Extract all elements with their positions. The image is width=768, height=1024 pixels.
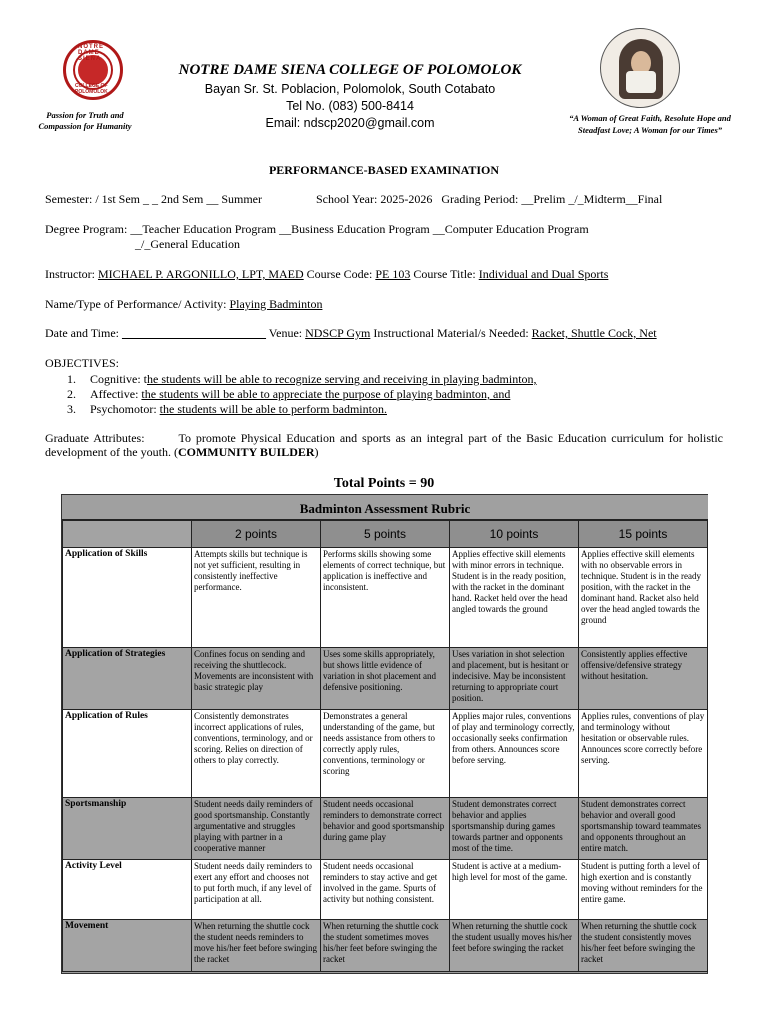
- activity-line: [45, 297, 322, 312]
- instructor-line: [45, 267, 608, 282]
- activity-name: Playing Badminton: [229, 297, 323, 311]
- rubric-cell: Student demonstrates correct behavior and applies sportsmanship during games towards partner and opponents most of the time.: [450, 798, 579, 860]
- date-label: Date and Time:: [45, 326, 119, 340]
- college-address: Bayan Sr. St. Poblacion, Polomolok, South Cotabato: [204, 82, 496, 96]
- exam-title: PERFORMANCE-BASED EXAMINATION: [268, 163, 500, 177]
- objective-number: 2.: [67, 387, 76, 401]
- rubric-cell: Student is putting forth a level of high exertion and is constantly moving without reminders for the entire game.: [579, 860, 708, 920]
- semester-text: Semester: / 1st Sem _ _ 2nd Sem __ Summer: [45, 192, 262, 206]
- course-title-label: Course Title:: [413, 267, 476, 281]
- material-list: Racket, Shuttle Cock, Net: [531, 326, 657, 340]
- rubric-header-row: [63, 521, 708, 548]
- objective-label: Psychomotor:: [90, 402, 160, 416]
- rubric-cell: When returning the shuttle cock the student consistently moves his/her feet before swinging the racket: [579, 920, 708, 972]
- rubric-cell: When returning the shuttle cock the student needs reminders to move his/her feet before swinging the racket: [192, 920, 321, 972]
- rubric-criterion: Movement: [63, 920, 192, 972]
- rubric-cell: Applies effective skill elements with minor errors in technique. Student is in the ready position, with the racket in the dominant hand. Racket held over the head angled towards the ground: [450, 548, 579, 648]
- course-code: PE 103: [375, 267, 411, 281]
- school-year-text: School Year: 2025-2026: [316, 192, 433, 206]
- table-row: [63, 548, 708, 648]
- rubric-header-blank: [63, 521, 192, 548]
- rubric-column-header: 10 points: [450, 521, 579, 548]
- rubric-table: [61, 494, 708, 974]
- rubric-cell: Uses variation in shot selection and placement, but is hesitant or indecisive. May be inconsistent returning to appropriate court position.: [450, 648, 579, 710]
- objectives-heading: OBJECTIVES:: [45, 356, 120, 370]
- left-motto: Passion for Truth and Compassion for Humanity: [38, 110, 132, 131]
- objective-item: [67, 372, 537, 387]
- rubric-cell: Consistently applies effective offensive/defensive strategy without hesitation.: [579, 648, 708, 710]
- degree-program-line: [45, 222, 589, 237]
- rubric-cell: Student needs daily reminders of good sportsmanship. Constantly argumentative and struggles playing with partner in a cooperative manner: [192, 798, 321, 860]
- rubric-criterion: Application of Strategies: [63, 648, 192, 710]
- degree-options: __Teacher Education Program __Business Education Program __Computer Education Program: [130, 222, 589, 236]
- table-row: [63, 798, 708, 860]
- rubric-column-header: 15 points: [579, 521, 708, 548]
- rubric-cell: Student needs occasional reminders to demonstrate correct behavior and good sportsmanship during game play: [321, 798, 450, 860]
- rubric-cell: Student is active at a medium-high level for most of the game.: [450, 860, 579, 920]
- semester-line: [45, 192, 262, 207]
- graduate-attribute-name: COMMUNITY BUILDER: [177, 445, 315, 459]
- college-logo: [63, 40, 123, 100]
- rubric-cell: Applies major rules, conventions of play and terminology correctly, occasionally seeks confirmation from others. Announces score before serving.: [450, 710, 579, 798]
- venue-name: NDSCP Gym: [305, 326, 371, 340]
- graduate-label: Graduate Attributes:: [45, 431, 145, 445]
- rubric-cell: Applies rules, conventions of play and terminology without hesitation or observable rules. Announces score correctly before serving.: [579, 710, 708, 798]
- rubric-title: Badminton Assessment Rubric: [62, 495, 708, 520]
- rubric-cell: Applies effective skill elements with no observable errors in technique. Student is in the ready position, with the racket in the dominant hand. Racket also held over the head angled towards the ground: [579, 548, 708, 648]
- rubric-cell: Attempts skills but technique is not yet sufficient, resulting in consistently ineffective performance.: [192, 548, 321, 648]
- instructor-name: MICHAEL P. ARGONILLO, LPT, MAED: [98, 267, 304, 281]
- rubric-cell: Demonstrates a general understanding of the game, but needs assistance from others to correctly apply rules, conventions, terminology or scoring: [321, 710, 450, 798]
- venue-label: Venue:: [268, 326, 303, 340]
- total-points: Total Points = 90: [333, 476, 435, 491]
- rubric-cell: When returning the shuttle cock the student sometimes moves his/her feet before swinging the racket: [321, 920, 450, 972]
- date-venue-line: [45, 326, 657, 341]
- rubric-criterion: Application of Skills: [63, 548, 192, 648]
- objective-text: he students will be able to recognize serving and receiving in playing badminton,: [147, 372, 537, 386]
- course-title: Individual and Dual Sports: [478, 267, 609, 281]
- rubric-cell: Student demonstrates correct behavior and overall good sportsmanship toward teammates and opponents throughout an entire match.: [579, 798, 708, 860]
- rubric-cell: Student needs occasional reminders to stay active and get involved in the game. Spurts of activity but nothing consistent.: [321, 860, 450, 920]
- activity-label: Name/Type of Performance/ Activity:: [45, 297, 227, 311]
- right-motto: “A Woman of Great Faith, Resolute Hope and Steadfast Love; A Woman for our Times”: [569, 113, 731, 135]
- objective-text: the students will be able to appreciate the purpose of playing badminton, and: [141, 387, 511, 401]
- college-tel: Tel No. (083) 500-8414: [286, 99, 414, 113]
- rubric-cell: Confines focus on sending and receiving the shuttlecock. Movements are inconsistent with basic strategic play: [192, 648, 321, 710]
- graduate-attributes: [45, 431, 723, 459]
- rubric-cell: Uses some skills appropriately, but shows little evidence of variation in shot placement and defensive positioning.: [321, 648, 450, 710]
- objective-number: 1.: [67, 372, 76, 386]
- objective-item: [67, 387, 510, 402]
- rubric-criterion: Activity Level: [63, 860, 192, 920]
- objective-item: [67, 402, 387, 417]
- school-year: [316, 192, 662, 207]
- table-row: [63, 710, 708, 798]
- logo-ring-bottom: COLLEGE OF POLOMOLOK: [75, 83, 108, 95]
- degree-label: Degree Program:: [45, 222, 128, 236]
- objective-label: Affective:: [90, 387, 142, 401]
- date-blank: ________________________: [122, 326, 266, 340]
- grading-period-text: Grading Period: __Prelim _/_Midterm__Final: [441, 192, 663, 206]
- rubric-column-header: 5 points: [321, 521, 450, 548]
- rubric-cell: Performs skills showing some elements of correct technique, but application is ineffective and inconsistent.: [321, 548, 450, 648]
- logo-ring-top: NOTRE DAME SIENA: [78, 44, 104, 62]
- rubric-criterion: Sportsmanship: [63, 798, 192, 860]
- table-row: [63, 860, 708, 920]
- rubric-cell: Student needs daily reminders to exert any effort and chooses not to put forth much, if any level of participation at all.: [192, 860, 321, 920]
- course-code-label: Course Code:: [306, 267, 373, 281]
- instructor-label: Instructor:: [45, 267, 95, 281]
- rubric-cell: When returning the shuttle cock the student usually moves his/her feet before swinging the racket: [450, 920, 579, 972]
- graduate-text: To promote Physical Education and sports as an integral part of the Basic Education curriculum for holistic development of the youth. (: [45, 431, 723, 459]
- objective-number: 3.: [67, 402, 76, 416]
- rubric-column-header: 2 points: [192, 521, 321, 548]
- table-row: [63, 648, 708, 710]
- degree-selected: _/_General Education: [135, 237, 240, 251]
- graduate-end: ): [314, 445, 319, 459]
- table-row: [63, 920, 708, 972]
- college-name: NOTRE DAME SIENA COLLEGE OF POLOMOLOK: [178, 62, 522, 78]
- objective-text: the students will be able to perform badminton.: [159, 402, 387, 416]
- saint-portrait-seal: [600, 28, 680, 108]
- portrait-wimple: [626, 71, 656, 93]
- college-email: Email: ndscp2020@gmail.com: [265, 116, 435, 130]
- rubric-cell: Consistently demonstrates incorrect applications of rules, conventions, terminology, and or scoring. Relies on direction of others to play correctly.: [192, 710, 321, 798]
- material-label: Instructional Material/s Needed:: [373, 326, 529, 340]
- rubric-criterion: Application of Rules: [63, 710, 192, 798]
- objective-label: Cognitive: t: [90, 372, 147, 386]
